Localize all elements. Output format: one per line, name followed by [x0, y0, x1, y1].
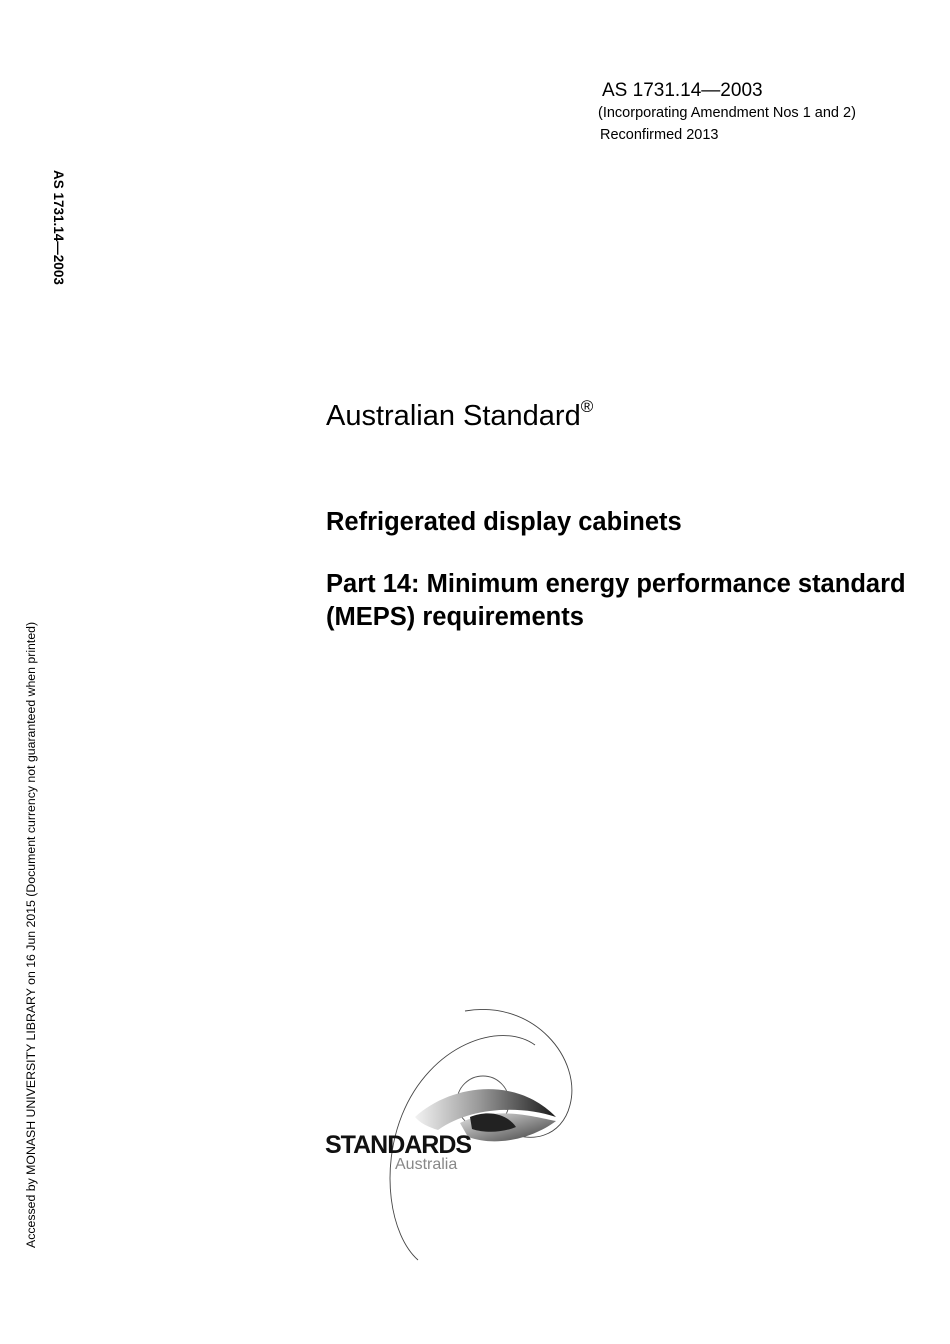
series-label: Australian Standard [326, 400, 581, 432]
spine-standard-number: AS 1731.14—2003 [51, 170, 66, 285]
amendment-note: (Incorporating Amendment Nos 1 and 2) [598, 105, 856, 121]
series-heading [326, 397, 594, 433]
reconfirmed-note: Reconfirmed 2013 [600, 127, 719, 143]
standards-australia-logo [320, 1005, 590, 1270]
document-title: Refrigerated display cabinets [326, 508, 682, 536]
standard-number: AS 1731.14—2003 [602, 80, 763, 101]
logo-secondary-text: Australia [395, 1156, 458, 1173]
access-note: Accessed by MONASH UNIVERSITY LIBRARY on 16 Jun 2015 (Document currency not guaranteed when printed) [24, 621, 38, 1248]
registered-mark: ® [580, 397, 594, 416]
document-subtitle: Part 14: Minimum energy performance standard (MEPS) requirements [326, 570, 906, 631]
logo-primary-text: STANDARDS [325, 1131, 472, 1159]
